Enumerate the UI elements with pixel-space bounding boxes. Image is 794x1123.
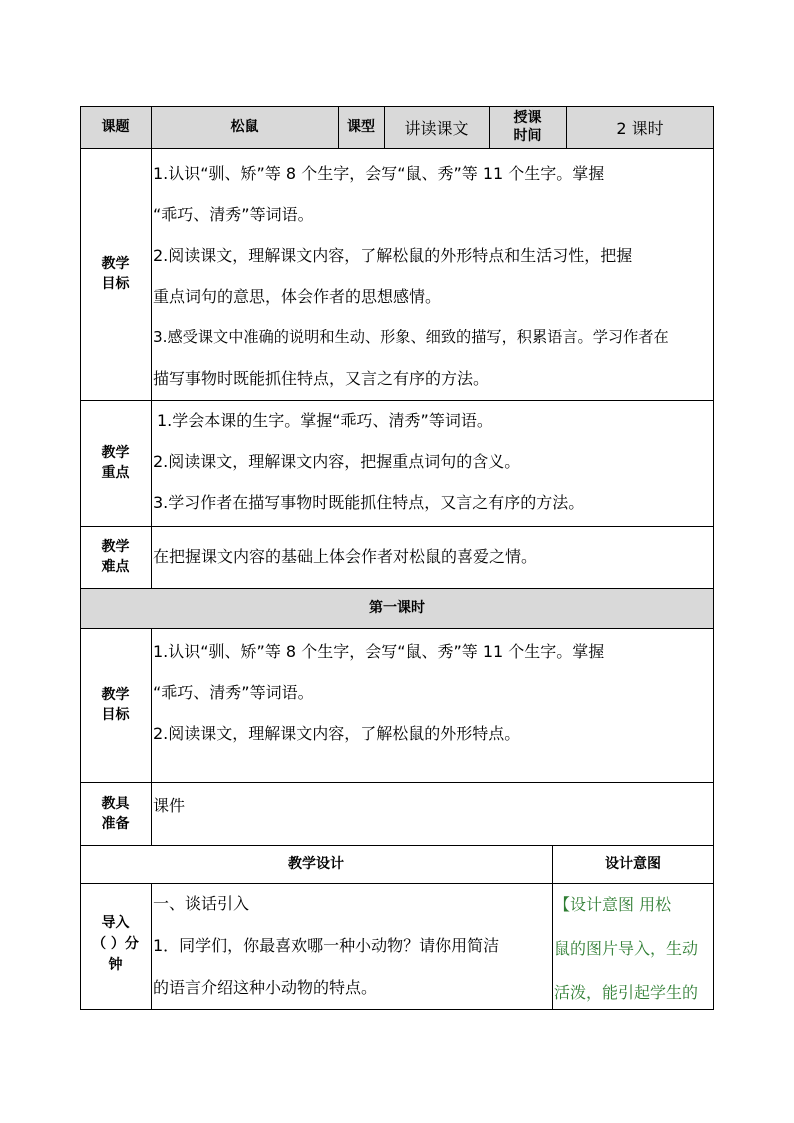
grid-line	[80, 782, 714, 783]
grid-line	[80, 106, 81, 1010]
intent-line-3: 活泼，能引起学生的	[554, 983, 699, 1002]
objectives-line-6: 描写事物时既能抓住特点，又言之有序的方法。	[153, 369, 490, 388]
objectives-line-1: 1.认识“驯、矫”等 8 个生字，会写“鼠、秀”等 11 个生字。掌握	[153, 164, 605, 183]
grid-line	[151, 883, 152, 1010]
grid-line	[151, 628, 152, 845]
prep-label	[80, 782, 151, 845]
prep-content	[151, 782, 714, 845]
grid-line	[80, 1009, 714, 1010]
key-points-line-1: 1.学会本课的生字。掌握“乖巧、清秀”等词语。	[157, 411, 493, 430]
time-label-text: 授课时间	[513, 110, 542, 144]
intent-line-2: 鼠的图片导入，生动	[554, 939, 699, 958]
grid-line	[80, 883, 714, 884]
objectives-label	[80, 148, 151, 400]
grid-line	[80, 400, 714, 401]
lesson-plan-table	[80, 106, 714, 1010]
grid-line	[80, 106, 714, 107]
intro-line-2: 1．同学们，你最喜欢哪一种小动物？请你用简洁	[153, 936, 500, 955]
difficulty-label-text: 教学难点	[101, 539, 130, 575]
grid-line	[80, 148, 714, 149]
intro-intent	[552, 883, 714, 1010]
key-points-label	[80, 400, 151, 526]
type-value-text: 讲读课文	[404, 118, 469, 138]
difficulty-content	[151, 526, 714, 588]
intent-header-text: 设计意图	[605, 856, 661, 872]
design-header-text: 教学设计	[288, 856, 344, 872]
subject-value	[151, 106, 338, 148]
key-points-content	[151, 400, 714, 526]
intent-header	[552, 845, 714, 883]
difficulty-text: 在把握课文内容的基础上体会作者对松鼠的喜爱之情。	[153, 547, 538, 566]
time-label	[489, 106, 566, 148]
first-lesson-title	[80, 588, 714, 628]
grid-line	[713, 106, 714, 1010]
key-points-line-3: 3.学习作者在描写事物时既能抓住特点，又言之有序的方法。	[153, 493, 585, 512]
objectives-line-4: 重点词句的意思，体会作者的思想感情。	[153, 287, 442, 306]
type-value	[384, 106, 489, 148]
objectives-line-3: 2.阅读课文，理解课文内容，了解松鼠的外形特点和生活习性，把握	[153, 246, 633, 265]
time-value	[566, 106, 714, 148]
grid-line	[552, 845, 553, 1010]
first-objectives-label-text: 教学目标	[101, 687, 130, 723]
first-objectives-line-2: “乖巧、清秀”等词语。	[153, 683, 314, 702]
first-objectives-label	[80, 628, 151, 782]
time-value-text: 2 课时	[616, 118, 664, 138]
first-objectives-line-1: 1.认识“驯、矫”等 8 个生字，会写“鼠、秀”等 11 个生字。掌握	[153, 642, 605, 661]
grid-line	[338, 106, 339, 148]
first-objectives-content	[151, 628, 714, 782]
grid-line	[384, 106, 385, 148]
intro-label	[80, 883, 151, 1010]
type-label	[338, 106, 384, 148]
key-points-label-text: 教学重点	[101, 445, 130, 481]
subject-label	[80, 106, 151, 148]
grid-line	[80, 628, 714, 629]
objectives-line-2: “乖巧、清秀”等词语。	[153, 205, 314, 224]
intro-label-line-1: 导入	[101, 915, 130, 931]
intro-label-line-3: 钟	[108, 957, 123, 973]
first-lesson-title-text: 第一课时	[369, 600, 425, 616]
design-header	[80, 845, 552, 883]
difficulty-label	[80, 526, 151, 588]
prep-label-text: 教具准备	[101, 795, 130, 832]
subject-label-text: 课题	[101, 119, 130, 135]
prep-value-text: 课件	[153, 796, 186, 815]
grid-line	[80, 845, 714, 846]
objectives-content	[151, 148, 714, 400]
grid-line	[80, 588, 714, 589]
subject-value-text: 松鼠	[230, 119, 259, 135]
grid-line	[489, 106, 490, 148]
grid-line	[151, 106, 152, 588]
first-objectives-line-3: 2.阅读课文，理解课文内容，了解松鼠的外形特点。	[153, 724, 521, 743]
key-points-line-2: 2.阅读课文，理解课文内容，把握重点词句的含义。	[153, 452, 521, 471]
objectives-line-5: 3.感受课文中准确的说明和生动、形象、细致的描写，积累语言。学习作者在	[153, 328, 669, 346]
intro-line-1: 一、谈话引入	[153, 894, 250, 913]
type-label-text: 课型	[347, 119, 375, 135]
objectives-label-text: 教学目标	[101, 256, 130, 292]
intro-line-3: 的语言介绍这种小动物的特点。	[153, 978, 378, 997]
intro-content	[151, 883, 552, 1010]
grid-line	[566, 106, 567, 148]
intent-line-1: 【设计意图 用松	[554, 895, 672, 914]
grid-line	[80, 526, 714, 527]
intro-label-line-2: （ ）分	[92, 936, 139, 952]
